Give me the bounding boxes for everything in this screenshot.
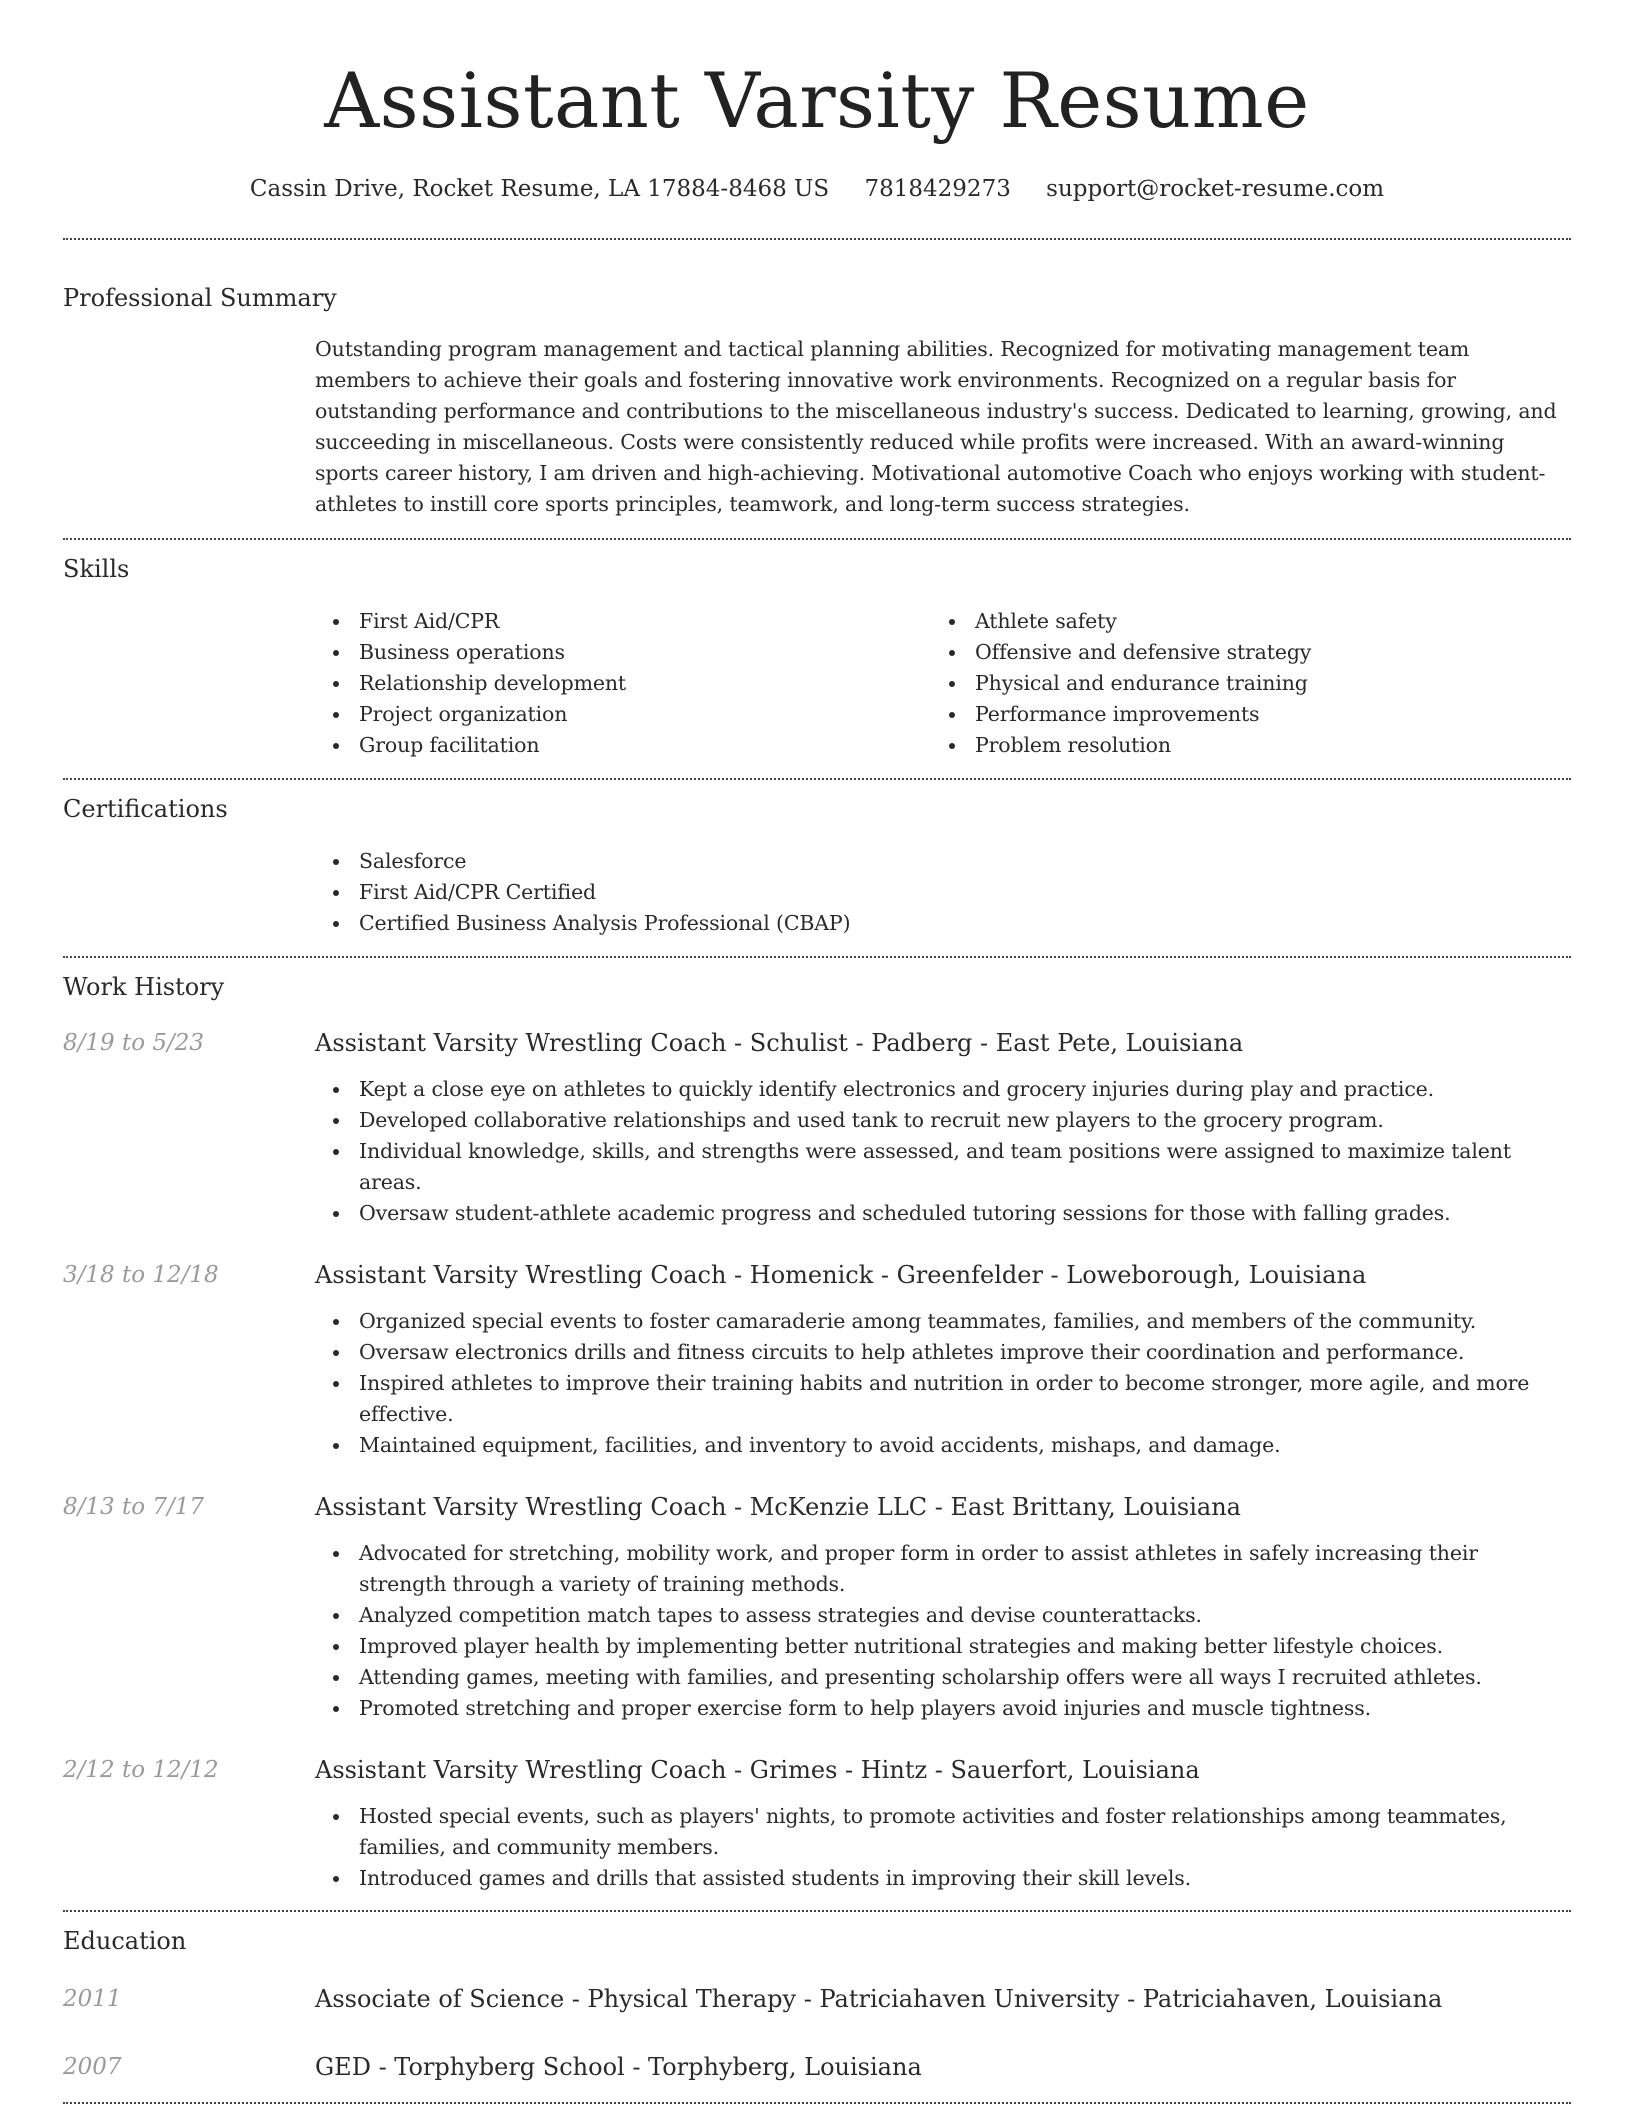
job-bullet: Hosted special events, such as players' nights, to promote activities and foster relationships among teammates, families, and community members.	[315, 1801, 1571, 1863]
summary-section	[63, 281, 1571, 520]
contact-email: support@rocket-resume.com	[1046, 176, 1385, 202]
skills-section	[63, 552, 1571, 761]
contact-address: Cassin Drive, Rocket Resume, LA 17884-8468 US	[249, 176, 830, 202]
skills-column-left	[315, 606, 931, 761]
job-body	[315, 1258, 1571, 1461]
education-title: Associate of Science - Physical Therapy - Patriciahaven University - Patriciahaven, Louisiana	[315, 1985, 1443, 2013]
job-bullet: Individual knowledge, skills, and strengths were assessed, and team positions were assigned to maximize talent areas.	[315, 1136, 1571, 1198]
job-title: Assistant Varsity Wrestling Coach - Grimes - Hintz - Sauerfort, Louisiana	[315, 1756, 1200, 1784]
job-bullet: Oversaw student-athlete academic progress and scheduled tutoring sessions for those with falling grades.	[315, 1198, 1571, 1229]
job-entry	[63, 1026, 1571, 1229]
job-bullet: Attending games, meeting with families, and presenting scholarship offers were all ways I recruited athletes.	[315, 1662, 1571, 1693]
resume-name: Assistant Varsity Resume	[324, 56, 1310, 145]
job-entry	[63, 1490, 1571, 1724]
job-body	[315, 1026, 1571, 1229]
job-bullet: Organized special events to foster camaraderie among teammates, families, and members of the community.	[315, 1306, 1571, 1337]
certifications-heading: Certifications	[63, 795, 228, 823]
job-bullet: Promoted stretching and proper exercise form to help players avoid injuries and muscle tightness.	[315, 1693, 1571, 1724]
education-entry	[63, 2050, 1571, 2084]
job-bullets	[315, 1538, 1571, 1724]
certification-item: Salesforce	[315, 846, 1571, 877]
divider	[63, 538, 1571, 540]
education-date: 2011	[63, 1986, 122, 2012]
job-title: Assistant Varsity Wrestling Coach - McKenzie LLC - East Brittany, Louisiana	[315, 1493, 1241, 1521]
job-entry	[63, 1753, 1571, 1894]
job-bullet: Analyzed competition match tapes to assess strategies and devise counterattacks.	[315, 1600, 1571, 1631]
certification-item: First Aid/CPR Certified	[315, 877, 1571, 908]
divider	[63, 2102, 1571, 2104]
job-date: 8/13 to 7/17	[63, 1494, 205, 1520]
divider	[63, 956, 1571, 958]
skill-item: Project organization	[315, 699, 931, 730]
divider	[63, 778, 1571, 780]
skill-item: Athlete safety	[931, 606, 1547, 637]
education-date: 2007	[63, 2054, 122, 2080]
job-title: Assistant Varsity Wrestling Coach - Schulist - Padberg - East Pete, Louisiana	[315, 1029, 1244, 1057]
job-date: 8/19 to 5/23	[63, 1030, 205, 1056]
divider	[63, 1910, 1571, 1912]
job-bullets	[315, 1306, 1571, 1461]
job-bullet: Inspired athletes to improve their training habits and nutrition in order to become stronger, more agile, and more effective.	[315, 1368, 1571, 1430]
job-bullets	[315, 1074, 1571, 1229]
work-history-heading: Work History	[63, 973, 225, 1001]
skill-item: First Aid/CPR	[315, 606, 931, 637]
skill-item: Performance improvements	[931, 699, 1547, 730]
education-section	[63, 1924, 1571, 2084]
skill-item: Group facilitation	[315, 730, 931, 761]
job-body	[315, 1753, 1571, 1894]
resume-page	[63, 0, 1571, 2104]
job-body	[315, 1490, 1571, 1724]
job-bullet: Maintained equipment, facilities, and inventory to avoid accidents, mishaps, and damage.	[315, 1430, 1571, 1461]
job-entry	[63, 1258, 1571, 1461]
skills-column-right	[931, 606, 1547, 761]
job-bullet: Improved player health by implementing better nutritional strategies and making better lifestyle choices.	[315, 1631, 1571, 1662]
skills-heading: Skills	[63, 555, 130, 583]
certifications-section	[63, 792, 1571, 939]
work-history-section	[63, 970, 1571, 1894]
divider	[63, 238, 1571, 240]
skill-item: Business operations	[315, 637, 931, 668]
skill-item: Problem resolution	[931, 730, 1547, 761]
job-bullet: Kept a close eye on athletes to quickly identify electronics and grocery injuries during play and practice.	[315, 1074, 1571, 1105]
job-date: 3/18 to 12/18	[63, 1262, 219, 1288]
job-bullet: Introduced games and drills that assisted students in improving their skill levels.	[315, 1863, 1571, 1894]
certifications-list	[315, 846, 1571, 939]
job-bullet: Developed collaborative relationships and used tank to recruit new players to the grocery program.	[315, 1105, 1571, 1136]
education-heading: Education	[63, 1927, 187, 1955]
job-bullets	[315, 1801, 1571, 1894]
job-bullet: Oversaw electronics drills and fitness circuits to help athletes improve their coordination and performance.	[315, 1337, 1571, 1368]
job-title: Assistant Varsity Wrestling Coach - Homenick - Greenfelder - Loweborough, Louisiana	[315, 1261, 1367, 1289]
skill-item: Relationship development	[315, 668, 931, 699]
skill-item: Physical and endurance training	[931, 668, 1547, 699]
summary-text: Outstanding program management and tactical planning abilities. Recognized for motivating management team members to achieve their goals and fostering innovative work environments. Recognized on a regular basis for outstanding performance and contributions to the miscellaneous industry's success. Dedicated to learning, growing, and succeeding in miscellaneous. Costs were consistently reduced while profits were increased. With an award-winning sports career history, I am driven and high-achieving. Motivational automotive Coach who enjoys working with student-athletes to instill core sports principles, teamwork, and long-term success strategies.	[315, 337, 1557, 516]
job-date: 2/12 to 12/12	[63, 1757, 219, 1783]
education-title: GED - Torphyberg School - Torphyberg, Louisiana	[315, 2053, 922, 2081]
skill-item: Offensive and defensive strategy	[931, 637, 1547, 668]
certification-item: Certified Business Analysis Professional (CBAP)	[315, 908, 1571, 939]
summary-heading: Professional Summary	[63, 284, 337, 312]
skills-list	[315, 606, 1571, 761]
education-entry	[63, 1982, 1571, 2016]
job-bullet: Advocated for stretching, mobility work, and proper form in order to assist athletes in safely increasing their strength through a variety of training methods.	[315, 1538, 1571, 1600]
contact-phone: 7818429273	[864, 176, 1011, 202]
contact-line	[63, 172, 1571, 206]
